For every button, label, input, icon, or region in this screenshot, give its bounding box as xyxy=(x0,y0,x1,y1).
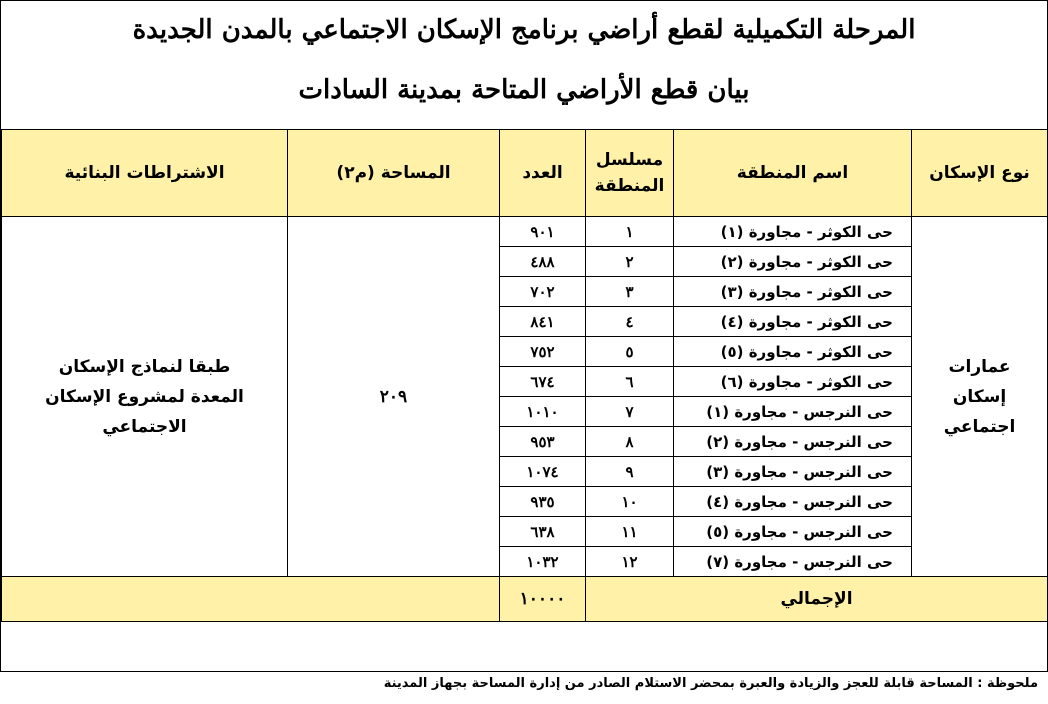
count-cell: ١٠١٠ xyxy=(500,397,586,427)
table-header-row xyxy=(2,130,1048,217)
document-title: المرحلة التكميلية لقطع أراضي برنامج الإسكان الاجتماعي بالمدن الجديدة xyxy=(132,15,916,45)
zone-serial-cell: ٧ xyxy=(586,397,674,427)
zone-name-cell: حى الكوثر - مجاورة (١) xyxy=(674,217,912,247)
area-cell: ٢٠٩ xyxy=(288,217,500,577)
total-blank-cell xyxy=(2,577,500,622)
header-count: العدد xyxy=(500,130,586,217)
header-housing-type: نوع الإسكان xyxy=(912,130,1048,217)
zone-serial-cell: ٨ xyxy=(586,427,674,457)
zone-serial-cell: ٤ xyxy=(586,307,674,337)
housing-type-cell: عمارات إسكان اجتماعي xyxy=(912,217,1048,577)
document-subtitle: بيان قطع الأراضي المتاحة بمدينة السادات xyxy=(298,75,750,105)
count-cell: ٦٧٤ xyxy=(500,367,586,397)
total-row xyxy=(2,577,1048,622)
count-cell: ٧٥٢ xyxy=(500,337,586,367)
count-cell: ٧٠٢ xyxy=(500,277,586,307)
zone-serial-cell: ٥ xyxy=(586,337,674,367)
zone-serial-cell: ١٠ xyxy=(586,487,674,517)
count-cell: ٦٣٨ xyxy=(500,517,586,547)
zone-name-cell: حى الكوثر - مجاورة (٥) xyxy=(674,337,912,367)
count-cell: ٩٠١ xyxy=(500,217,586,247)
zone-serial-cell: ٢ xyxy=(586,247,674,277)
zone-name-cell: حى الكوثر - مجاورة (٤) xyxy=(674,307,912,337)
zone-serial-cell: ١١ xyxy=(586,517,674,547)
zone-name-cell: حى الكوثر - مجاورة (٦) xyxy=(674,367,912,397)
count-cell: ١٠٣٢ xyxy=(500,547,586,577)
count-cell: ١٠٧٤ xyxy=(500,457,586,487)
zone-name-cell: حى النرجس - مجاورة (٥) xyxy=(674,517,912,547)
header-building-requirements: الاشتراطات البنائية xyxy=(2,130,288,217)
plots-table xyxy=(1,129,1048,622)
zone-name-cell: حى النرجس - مجاورة (٢) xyxy=(674,427,912,457)
header-zone-name: اسم المنطقة xyxy=(674,130,912,217)
zone-name-cell: حى النرجس - مجاورة (٣) xyxy=(674,457,912,487)
table-row xyxy=(2,217,1048,247)
total-value: ١٠٠٠٠ xyxy=(500,577,586,622)
header-zone-serial: مسلسل المنطقة xyxy=(586,130,674,217)
zone-name-cell: حى الكوثر - مجاورة (٣) xyxy=(674,277,912,307)
zone-name-cell: حى النرجس - مجاورة (٤) xyxy=(674,487,912,517)
zone-name-cell: حى الكوثر - مجاورة (٢) xyxy=(674,247,912,277)
count-cell: ٩٥٣ xyxy=(500,427,586,457)
zone-serial-cell: ٦ xyxy=(586,367,674,397)
zone-serial-cell: ٩ xyxy=(586,457,674,487)
zone-serial-cell: ١٢ xyxy=(586,547,674,577)
total-label: الإجمالي xyxy=(586,577,1048,622)
zone-serial-cell: ٣ xyxy=(586,277,674,307)
count-cell: ٩٣٥ xyxy=(500,487,586,517)
zone-name-cell: حى النرجس - مجاورة (١) xyxy=(674,397,912,427)
zone-serial-cell: ١ xyxy=(586,217,674,247)
count-cell: ٤٨٨ xyxy=(500,247,586,277)
zone-name-cell: حى النرجس - مجاورة (٧) xyxy=(674,547,912,577)
table-body xyxy=(2,217,1048,622)
header-area: المساحة (م٢) xyxy=(288,130,500,217)
building-requirements-cell: طبقا لنماذج الإسكان المعدة لمشروع الإسكان الاجتماعي xyxy=(2,217,288,577)
footnote: ملحوظة : المساحة قابلة للعجز والزيادة والعبرة بمحضر الاستلام الصادر من إدارة المساحة بجهاز المدينة xyxy=(383,676,1038,691)
count-cell: ٨٤١ xyxy=(500,307,586,337)
